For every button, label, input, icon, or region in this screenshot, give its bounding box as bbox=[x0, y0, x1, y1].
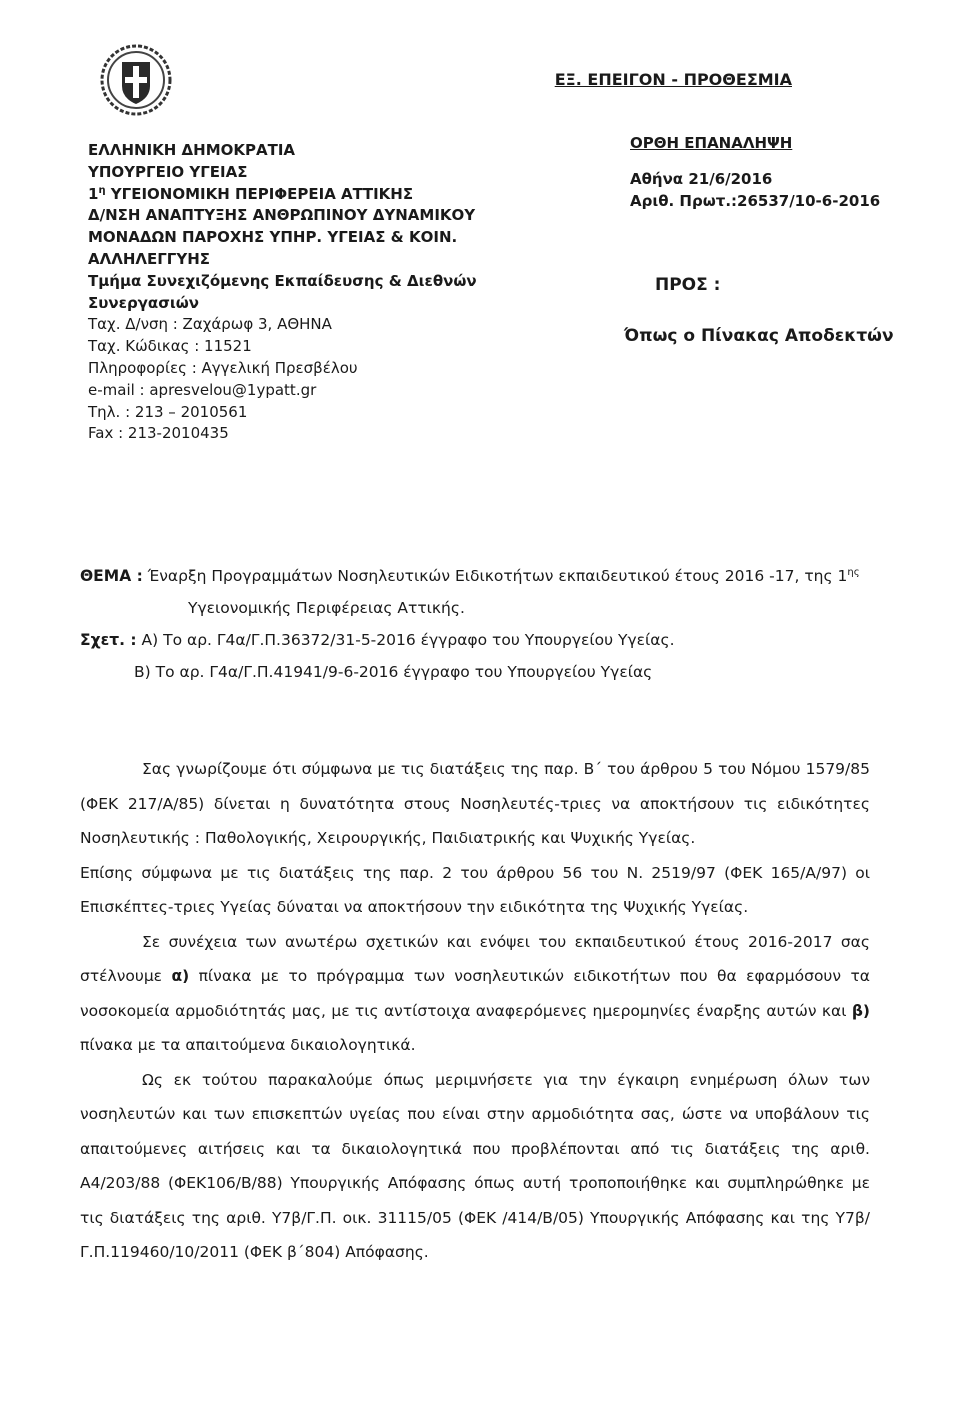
letter-body bbox=[80, 752, 870, 1270]
sender-line: ΕΛΛΗΝΙΚΗ ΔΗΜΟΚΡΑΤΙΑ bbox=[88, 141, 296, 159]
sender-line: ΜΟΝΑΔΩΝ ΠΑΡΟΧΗΣ ΥΠΗΡ. ΥΓΕΙΑΣ & ΚΟΙΝ. bbox=[88, 228, 458, 247]
sender-line: $1^\eta$ ΥΓΕΙΟΝΟΜΙΚΗ ΠΕΡΙΦΕΡΕΙΑ ΑΤΤΙΚΗΣ bbox=[88, 184, 414, 203]
sender-line: Συνεργασιών bbox=[88, 293, 199, 312]
document-meta bbox=[630, 132, 880, 212]
subject-block bbox=[80, 560, 880, 688]
sender-line: Δ/ΝΣΗ ΑΝΑΠΤΥΞΗΣ ΑΝΘΡΩΠΙΝΟΥ ΔΥΝΑΜΙΚΟΥ bbox=[88, 206, 476, 225]
sender-line: ΥΠΟΥΡΓΕΙΟ ΥΓΕΙΑΣ bbox=[88, 162, 248, 181]
subject-line-2: Υγειονομικής Περιφέρειας Αττικής. bbox=[188, 599, 465, 617]
sender-block bbox=[88, 140, 508, 445]
subject-line: ΘΕΜΑ : Έναρξη Προγραμμάτων Νοσηλευτικών Ειδικοτήτων εκπαιδευτικού έτους 2016 -17, της $1^{\eta\varsigma}$ bbox=[80, 566, 860, 585]
to-label: ΠΡΟΣ : bbox=[655, 275, 721, 295]
paragraph: Σε συνέχεια των ανωτέρω σχετικών και ενόψει του εκπαιδευτικού έτους 2016-2017 σας στέλνουμε α) πίνακα με το πρόγραμμα των νοσηλευτικών ειδικοτήτων που θα εφαρμόσουν τα νοσοκομεία αρμοδιότητάς μας, με τις αντίστοιχα αναφερόμενες ημερομηνίες έναρξης αυτών και β) πίνακα με τα απαιτούμενα δικαιολογητικά. bbox=[80, 932, 871, 1054]
recipient-value: Όπως ο Πίνακας Αποδεκτών bbox=[624, 326, 894, 346]
document-date: Αθήνα 21/6/2016 bbox=[630, 170, 773, 188]
sender-contact: Πληροφορίες : Αγγελική Πρεσβέλου bbox=[88, 358, 358, 377]
sender-phone: Τηλ. : 213 – 2010561 bbox=[88, 402, 248, 421]
sender-postcode: Ταχ. Κώδικας : 11521 bbox=[88, 337, 252, 356]
reference-b: Β) Το αρ. Γ4α/Γ.Π.41941/9-6-2016 έγγραφο του Υπουργείου Υγείας bbox=[134, 663, 653, 681]
urgent-stamp: ΕΞ. ΕΠΕΙΓΟΝ - ΠΡΟΘΕΣΜΙΑ bbox=[554, 70, 792, 89]
sender-line: ΑΛΛΗΛΕΓΓΥΗΣ bbox=[88, 249, 211, 268]
sender-address: Ταχ. Δ/νση : Ζαχάρωφ 3, ΑΘΗΝΑ bbox=[88, 315, 332, 334]
reference-a: Σχετ. : Α) Το αρ. Γ4α/Γ.Π.36372/31-5-2016 έγγραφο του Υπουργείου Υγείας. bbox=[80, 631, 675, 649]
paragraph: Επίσης σύμφωνα με τις διατάξεις της παρ. 2 του άρθρου 56 του Ν. 2519/97 (ΦΕΚ 165/Α/97) οι Επισκέπτες-τριες Υγείας δύναται να αποκτήσουν την ειδικότητα της Ψυχικής Υγείας. bbox=[80, 863, 870, 916]
protocol-number: Αριθ. Πρωτ.:26537/10-6-2016 bbox=[630, 192, 881, 210]
paragraph: Σας γνωρίζουμε ότι σύμφωνα με τις διατάξεις της παρ. Β΄ του άρθρου 5 του Νόμου 1579/85 (ΦΕΚ 217/Α/85) δίνεται η δυνατότητα στους Νοσηλευτές-τριες να αποκτήσουν τις ειδικότητες Νοσηλευτικής : Παθολογικής, Χειρουργικής, Παιδιατρικής και Ψυχικής Υγείας. bbox=[80, 760, 870, 847]
repeat-label: ΟΡΘΗ ΕΠΑΝΑΛΗΨΗ bbox=[630, 134, 793, 152]
greek-emblem-icon bbox=[98, 40, 174, 120]
sender-fax: Fax : 213-2010435 bbox=[88, 424, 229, 443]
paragraph: Ως εκ τούτου παρακαλούμε όπως μεριμνήσετε για την έγκαιρη ενημέρωση όλων των νοσηλευτών και των επισκεπτών υγείας που είναι στην αρμοδιότητα σας, ώστε να υποβάλουν τις απαιτούμενες αιτήσεις και τα δικαιολογητικά που προβλέπονται από τις διατάξεις της αριθ. Α4/203/88 (ΦΕΚ106/Β/88) Υπουργικής Απόφασης όπως αυτή τροποποιήθηκε και συμπληρώθηκε με τις διατάξεις της αριθ. Υ7β/Γ.Π. οικ. 31115/05 (ΦΕΚ /414/Β/05) Υπουργικής Απόφασης και της Υ7β/Γ.Π.119460/10/2011 (ΦΕΚ β΄804) Απόφασης. bbox=[80, 1070, 870, 1261]
sender-line: Τμήμα Συνεχιζόμενης Εκπαίδευσης & Διεθνών bbox=[88, 271, 477, 290]
sender-email: e-mail : apresvelou@1ypatt.gr bbox=[88, 380, 317, 399]
